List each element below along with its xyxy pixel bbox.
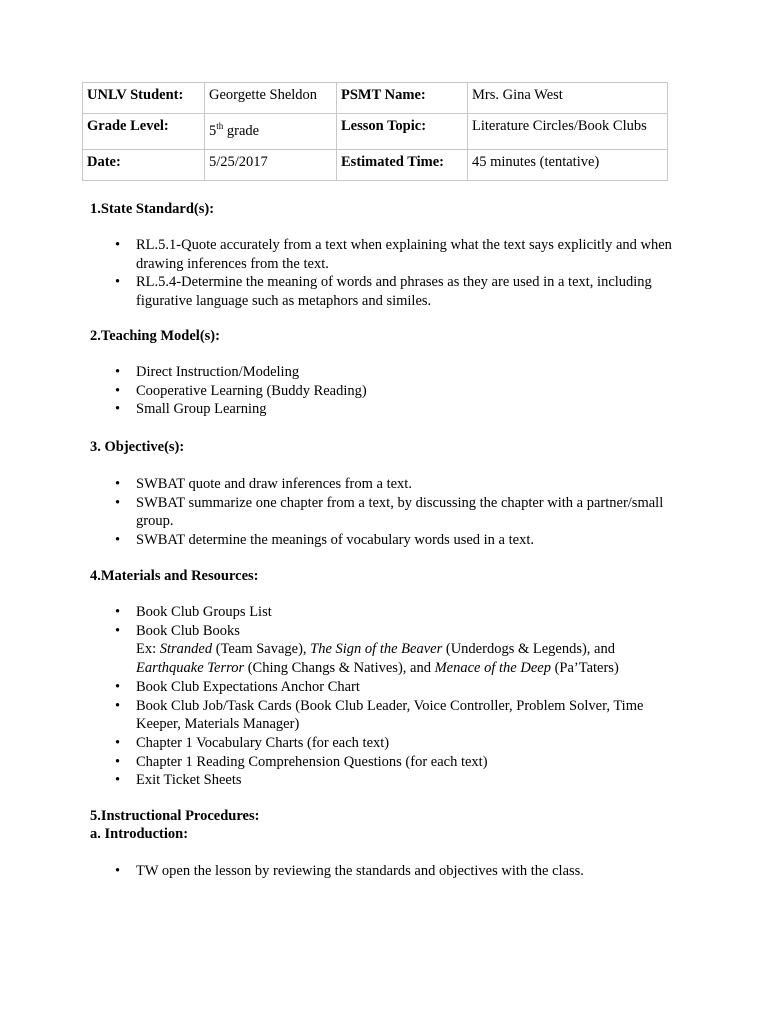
list-item: • Book Club Expectations Anchor Chart xyxy=(113,678,683,697)
book-club-books-label: • Book Club Books xyxy=(136,622,240,639)
book-group: (Pa’Taters) xyxy=(550,660,619,677)
book-title: Earthquake Terror xyxy=(136,660,245,677)
table-row xyxy=(83,83,668,114)
grade-value xyxy=(205,114,337,150)
book-title: Menace of the Deep xyxy=(434,660,551,677)
list-item: • Book Club Groups List xyxy=(113,603,683,622)
topic-label: Lesson Topic: xyxy=(337,114,468,150)
list-item: • Exit Ticket Sheets xyxy=(113,771,683,790)
table-row xyxy=(83,114,668,150)
grade-label: Grade Level: xyxy=(83,114,205,150)
list-item: • Small Group Learning xyxy=(113,400,683,419)
objectives-list xyxy=(113,475,683,550)
list-item: • RL.5.4-Determine the meaning of words and phrases as they are used in a text, including figurative language such as metaphors and similes. xyxy=(113,273,683,310)
teaching-models-list xyxy=(113,363,683,419)
book-group: (Underdogs & Legends), and xyxy=(442,641,615,658)
list-item: • Cooperative Learning (Buddy Reading) xyxy=(113,382,683,401)
date-label: Date: xyxy=(83,149,205,180)
grade-word: grade xyxy=(223,122,260,139)
list-item: • RL.5.1-Quote accurately from a text when explaining what the text says explicitly and when drawing inferences from the text. xyxy=(113,236,683,273)
list-item: • Chapter 1 Reading Comprehension Questions (for each text) xyxy=(113,753,683,772)
books-example xyxy=(136,641,619,676)
grade-suffix: th xyxy=(216,121,224,131)
procedures-list xyxy=(113,862,683,881)
psmt-label: PSMT Name: xyxy=(337,83,468,114)
time-label: Estimated Time: xyxy=(337,149,468,180)
teaching-models-heading: 2.Teaching Model(s): xyxy=(90,328,220,344)
procedures-heading: 5.Instructional Procedures: xyxy=(90,808,260,824)
list-item: • Book Club Job/Task Cards (Book Club Leader, Voice Controller, Problem Solver, Time Keeper, Materials Manager) xyxy=(113,697,683,734)
grade-number: 5 xyxy=(209,122,217,139)
book-group: (Team Savage), xyxy=(212,641,311,658)
list-item: • SWBAT summarize one chapter from a text, by discussing the chapter with a partner/small group. xyxy=(113,494,683,531)
book-group: (Ching Changs & Natives), and xyxy=(244,660,435,677)
list-item xyxy=(113,622,683,678)
introduction-subheading: a. Introduction: xyxy=(90,826,189,842)
psmt-value: Mrs. Gina West xyxy=(468,83,668,114)
table-row xyxy=(83,149,668,180)
list-item: • SWBAT determine the meanings of vocabulary words used in a text. xyxy=(113,531,683,550)
time-value: 45 minutes (tentative) xyxy=(468,149,668,180)
lesson-info-table xyxy=(82,82,668,181)
objectives-heading: 3. Objective(s): xyxy=(90,439,185,455)
list-item: • SWBAT quote and draw inferences from a text. xyxy=(113,475,683,494)
student-label: UNLV Student: xyxy=(83,83,205,114)
student-value: Georgette Sheldon xyxy=(205,83,337,114)
book-title: Stranded xyxy=(159,641,213,658)
materials-list xyxy=(113,603,683,790)
date-value: 5/25/2017 xyxy=(205,149,337,180)
topic-value: Literature Circles/Book Clubs xyxy=(468,114,668,150)
book-title: The Sign of the Beaver xyxy=(310,641,443,658)
list-item: • Chapter 1 Vocabulary Charts (for each text) xyxy=(113,734,683,753)
list-item: • TW open the lesson by reviewing the standards and objectives with the class. xyxy=(113,862,683,881)
standards-heading: 1.State Standard(s): xyxy=(90,201,215,217)
materials-heading: 4.Materials and Resources: xyxy=(90,568,259,584)
standards-list xyxy=(113,236,683,311)
list-item: • Direct Instruction/Modeling xyxy=(113,363,683,382)
ex-prefix: Ex: xyxy=(136,641,160,658)
